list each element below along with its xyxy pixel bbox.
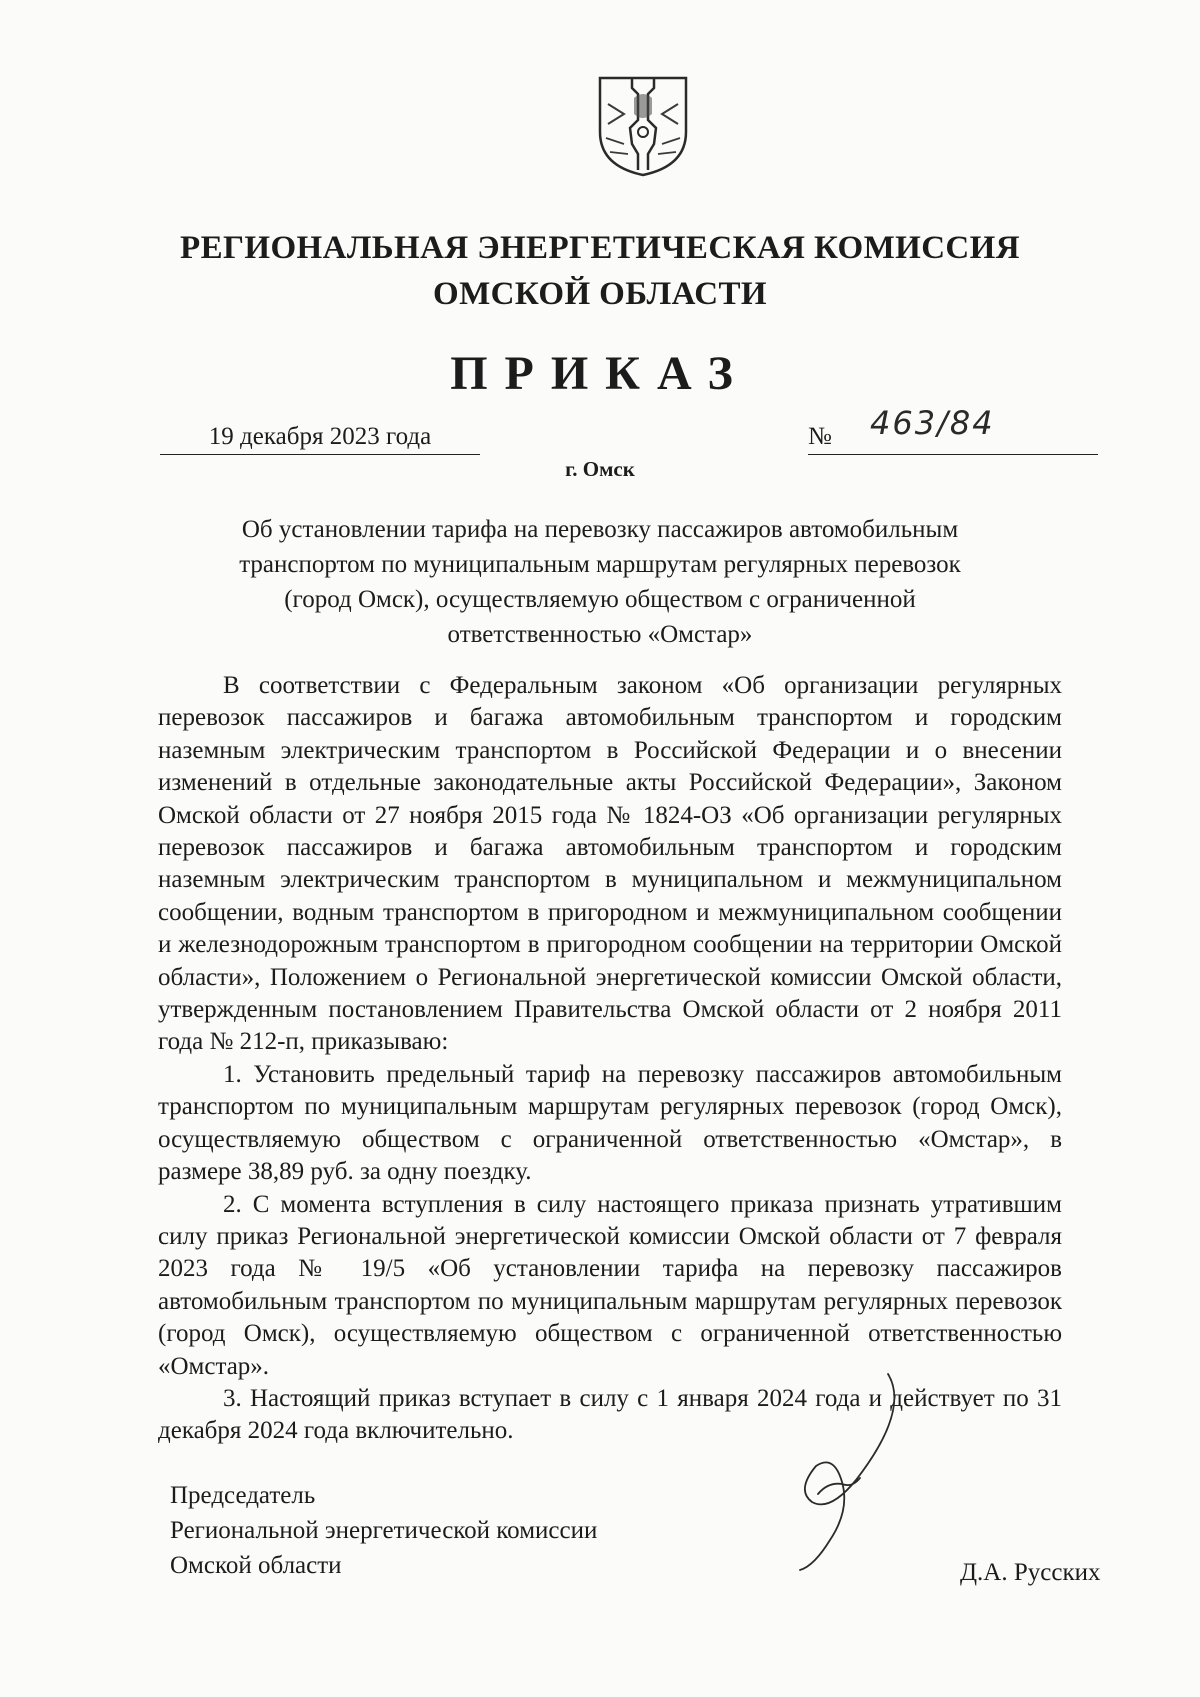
signatory-title-line: Председатель xyxy=(170,1482,316,1509)
document-date: 19 декабря 2023 года xyxy=(160,420,480,455)
preamble-paragraph: В соответствии с Федеральным законом «Об организации регулярных перевозок пассажиров и багажа автомобильным транспортом и городским наземным электрическим транспортом в Российской Федерации и о внесении изменений в отдельные законодательные акты Российской Федерации», Законом Омской области от 27 ноября 2015 года № 1824-ОЗ «Об организации регулярных перевозок пассажиров и багажа автомобильным транспортом и городским наземным электрическим транспортом в муниципальном и межмуниципальном сообщении, водным транспортом в пригородном и межмуниципальном сообщении и железнодорожным транспортом в пригородном сообщении на территории Омской области», Положением о Региональной энергетической комиссии Омской области, утвержденным постановлением Правительства Омской области от 2 ноября 2011 года № 212-п, приказываю: xyxy=(158,672,1062,1056)
coat-of-arms-emblem xyxy=(594,74,692,178)
order-item-2: 2. С момента вступления в силу настоящего приказа признать утратившим силу приказ Региональной энергетической комиссии Омской области от 7 февраля 2023 года № 19/5 «Об установлении тарифа на перевозку пассажиров автомобильным транспортом по муниципальным маршрутам регулярных перевозок (город Омск), осуществляемую обществом с ограниченной ответственностью «Омстар». xyxy=(158,1190,1062,1380)
organization-name-line-2: ОМСКОЙ ОБЛАСТИ xyxy=(433,276,767,312)
signatory-title-line: Региональной энергетической комиссии xyxy=(170,1517,598,1544)
order-item-3: 3. Настоящий приказ вступает в силу с 1 января 2024 года и действует по 31 декабря 2024 года включительно. xyxy=(158,1384,1062,1445)
subject-line: (город Омск), осуществляемую обществом с ограниченной xyxy=(284,586,916,613)
subject-line: транспортом по муниципальным маршрутам регулярных перевозок xyxy=(239,551,961,578)
organization-name-line-1: РЕГИОНАЛЬНАЯ ЭНЕРГЕТИЧЕСКАЯ КОМИССИЯ xyxy=(180,230,1020,266)
order-item-1: 1. Установить предельный тариф на перевозку пассажиров автомобильным транспортом по муниципальным маршрутам регулярных перевозок (город Омск), осуществляемую обществом с ограниченной ответственностью «Омстар», в размере 38,89 руб. за одну поездку. xyxy=(158,1060,1062,1186)
subject-line: ответственностью «Омстар» xyxy=(447,621,753,648)
document-body xyxy=(158,670,1062,1448)
document-number-handwritten: 463/84 xyxy=(870,404,995,442)
document-subject xyxy=(150,512,1050,652)
handwritten-signature xyxy=(760,1370,940,1575)
number-sign-label: № xyxy=(808,423,832,450)
signatory-name: Д.А. Русских xyxy=(960,1559,1101,1586)
signatory-title xyxy=(170,1478,730,1583)
signatory-title-line: Омской области xyxy=(170,1552,342,1579)
document-place: г. Омск xyxy=(565,457,635,481)
document-type-title: ПРИКАЗ xyxy=(450,347,750,400)
subject-line: Об установлении тарифа на перевозку пассажиров автомобильным xyxy=(241,516,959,543)
